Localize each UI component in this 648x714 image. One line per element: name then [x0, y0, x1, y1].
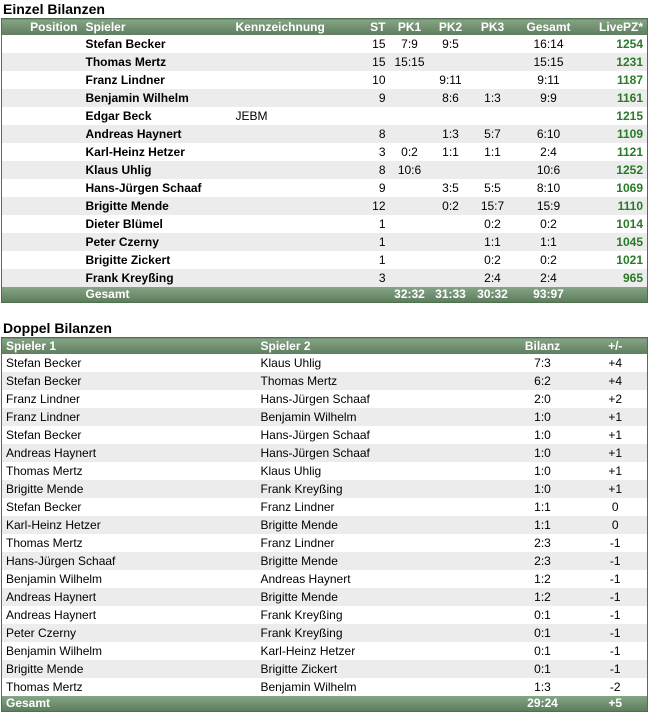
cell-pk2	[430, 107, 472, 125]
cell-spieler1[interactable]: Benjamin Wilhelm	[2, 570, 257, 588]
cell-spieler[interactable]: Stefan Becker	[82, 35, 232, 53]
cell-kennzeichnung	[232, 161, 352, 179]
cell-diff: +1	[584, 462, 648, 480]
einzel-total-row	[2, 287, 648, 303]
cell-livepz: 965	[584, 269, 648, 287]
cell-kennzeichnung	[232, 35, 352, 53]
doppel-row	[2, 606, 648, 624]
doppel-row	[2, 552, 648, 570]
doppel-total-diff: +5	[584, 696, 648, 712]
einzel-row	[2, 233, 648, 251]
cell-pk3: 1:1	[472, 233, 514, 251]
cell-position	[2, 125, 82, 143]
cell-st: 1	[352, 233, 390, 251]
cell-position	[2, 215, 82, 233]
cell-pk3: 0:2	[472, 251, 514, 269]
cell-spieler2[interactable]: Brigitte Mende	[257, 516, 502, 534]
cell-diff: -1	[584, 552, 648, 570]
einzel-header-row	[2, 19, 648, 36]
cell-spieler2[interactable]: Brigitte Mende	[257, 552, 502, 570]
cell-spieler[interactable]: Hans-Jürgen Schaaf	[82, 179, 232, 197]
cell-spieler1[interactable]: Thomas Mertz	[2, 462, 257, 480]
cell-st: 3	[352, 143, 390, 161]
cell-livepz: 1110	[584, 197, 648, 215]
cell-pk3	[472, 161, 514, 179]
doppel-row	[2, 588, 648, 606]
cell-pk1	[390, 269, 430, 287]
einzel-row	[2, 269, 648, 287]
cell-gesamt: 15:15	[514, 53, 584, 71]
cell-st: 3	[352, 269, 390, 287]
doppel-total-spacer	[257, 696, 502, 712]
cell-st: 15	[352, 35, 390, 53]
doppel-row	[2, 480, 648, 498]
cell-pk2: 1:3	[430, 125, 472, 143]
col-header-bilanz[interactable]: Bilanz	[502, 338, 584, 355]
doppel-row	[2, 462, 648, 480]
cell-st	[352, 107, 390, 125]
cell-bilanz: 1:1	[502, 516, 584, 534]
einzel-row	[2, 35, 648, 53]
total-position	[2, 287, 82, 303]
cell-diff: -1	[584, 570, 648, 588]
cell-livepz: 1231	[584, 53, 648, 71]
cell-spieler2[interactable]: Frank Kreyßing	[257, 624, 502, 642]
einzel-row	[2, 179, 648, 197]
doppel-row	[2, 570, 648, 588]
cell-kennzeichnung	[232, 125, 352, 143]
cell-position	[2, 197, 82, 215]
cell-bilanz: 1:0	[502, 408, 584, 426]
einzel-title: Einzel Bilanzen	[3, 1, 105, 17]
cell-position	[2, 251, 82, 269]
cell-spieler1[interactable]: Brigitte Mende	[2, 660, 257, 678]
einzel-row	[2, 215, 648, 233]
einzel-section	[0, 0, 648, 303]
cell-diff: +1	[584, 408, 648, 426]
cell-bilanz: 1:3	[502, 678, 584, 696]
cell-pk1	[390, 251, 430, 269]
cell-livepz: 1045	[584, 233, 648, 251]
cell-spieler[interactable]: Frank Kreyßing	[82, 269, 232, 287]
cell-bilanz: 1:2	[502, 588, 584, 606]
cell-position	[2, 35, 82, 53]
doppel-row	[2, 516, 648, 534]
cell-bilanz: 6:2	[502, 372, 584, 390]
doppel-row	[2, 426, 648, 444]
cell-spieler2[interactable]: Thomas Mertz	[257, 372, 502, 390]
cell-st: 1	[352, 215, 390, 233]
doppel-row	[2, 444, 648, 462]
cell-gesamt: 0:2	[514, 215, 584, 233]
cell-kennzeichnung	[232, 269, 352, 287]
doppel-section	[0, 319, 648, 712]
cell-pk2: 0:2	[430, 197, 472, 215]
total-gesamt: 93:97	[514, 287, 584, 303]
cell-pk2	[430, 233, 472, 251]
cell-livepz: 1121	[584, 143, 648, 161]
cell-pk2: 9:11	[430, 71, 472, 89]
cell-kennzeichnung	[232, 197, 352, 215]
cell-pk3: 2:4	[472, 269, 514, 287]
cell-diff: +1	[584, 426, 648, 444]
cell-spieler[interactable]: Andreas Haynert	[82, 125, 232, 143]
cell-pk1	[390, 107, 430, 125]
cell-pk2: 1:1	[430, 143, 472, 161]
total-pk2: 31:33	[430, 287, 472, 303]
cell-gesamt: 6:10	[514, 125, 584, 143]
total-kennzeichnung	[232, 287, 352, 303]
cell-livepz: 1254	[584, 35, 648, 53]
col-header-spieler[interactable]: Spieler	[82, 19, 232, 36]
col-header-diff[interactable]: +/-	[584, 338, 648, 355]
cell-position	[2, 107, 82, 125]
cell-kennzeichnung	[232, 143, 352, 161]
cell-bilanz: 1:0	[502, 426, 584, 444]
cell-st: 9	[352, 179, 390, 197]
cell-bilanz: 2:3	[502, 534, 584, 552]
total-pk3: 30:32	[472, 287, 514, 303]
cell-spieler1[interactable]: Stefan Becker	[2, 372, 257, 390]
cell-spieler1[interactable]: Andreas Haynert	[2, 606, 257, 624]
doppel-title: Doppel Bilanzen	[3, 320, 112, 336]
cell-pk2: 9:5	[430, 35, 472, 53]
cell-pk1	[390, 179, 430, 197]
cell-spieler2[interactable]: Frank Kreyßing	[257, 606, 502, 624]
doppel-total-bilanz: 29:24	[502, 696, 584, 712]
cell-position	[2, 269, 82, 287]
cell-bilanz: 0:1	[502, 606, 584, 624]
cell-spieler2[interactable]: Andreas Haynert	[257, 570, 502, 588]
einzel-row	[2, 89, 648, 107]
cell-diff: +4	[584, 354, 648, 372]
cell-kennzeichnung	[232, 233, 352, 251]
col-header-st[interactable]: ST	[352, 19, 390, 36]
cell-livepz: 1014	[584, 215, 648, 233]
cell-spieler2[interactable]: Hans-Jürgen Schaaf	[257, 390, 502, 408]
cell-gesamt: 0:2	[514, 251, 584, 269]
cell-st: 9	[352, 89, 390, 107]
cell-bilanz: 2:0	[502, 390, 584, 408]
cell-bilanz: 7:3	[502, 354, 584, 372]
cell-spieler[interactable]: Franz Lindner	[82, 71, 232, 89]
cell-spieler2[interactable]: Hans-Jürgen Schaaf	[257, 426, 502, 444]
cell-kennzeichnung	[232, 179, 352, 197]
cell-pk3: 15:7	[472, 197, 514, 215]
cell-st: 8	[352, 125, 390, 143]
cell-gesamt: 2:4	[514, 269, 584, 287]
cell-spieler2[interactable]: Benjamin Wilhelm	[257, 408, 502, 426]
cell-spieler2[interactable]: Brigitte Zickert	[257, 660, 502, 678]
cell-diff: 0	[584, 516, 648, 534]
cell-pk1	[390, 233, 430, 251]
cell-st: 8	[352, 161, 390, 179]
cell-spieler2[interactable]: Brigitte Mende	[257, 588, 502, 606]
cell-spieler2[interactable]: Hans-Jürgen Schaaf	[257, 444, 502, 462]
cell-pk3: 0:2	[472, 215, 514, 233]
cell-gesamt: 9:9	[514, 89, 584, 107]
cell-pk3: 5:5	[472, 179, 514, 197]
cell-spieler[interactable]: Peter Czerny	[82, 233, 232, 251]
cell-diff: +1	[584, 444, 648, 462]
cell-spieler1[interactable]: Stefan Becker	[2, 426, 257, 444]
cell-gesamt: 9:11	[514, 71, 584, 89]
cell-position	[2, 53, 82, 71]
cell-livepz: 1161	[584, 89, 648, 107]
cell-pk1	[390, 71, 430, 89]
doppel-body	[2, 354, 648, 696]
cell-pk2	[430, 53, 472, 71]
einzel-row	[2, 197, 648, 215]
cell-kennzeichnung	[232, 215, 352, 233]
cell-kennzeichnung	[232, 71, 352, 89]
cell-spieler[interactable]: Brigitte Mende	[82, 197, 232, 215]
col-header-spieler1[interactable]: Spieler 1	[2, 338, 257, 355]
cell-livepz: 1215	[584, 107, 648, 125]
cell-bilanz: 0:1	[502, 642, 584, 660]
col-header-spieler2[interactable]: Spieler 2	[257, 338, 502, 355]
cell-spieler2[interactable]: Karl-Heinz Hetzer	[257, 642, 502, 660]
cell-spieler2[interactable]: Frank Kreyßing	[257, 480, 502, 498]
col-header-kennzeichnung[interactable]: Kennzeichnung	[232, 19, 352, 36]
cell-pk3	[472, 53, 514, 71]
cell-pk3: 5:7	[472, 125, 514, 143]
cell-spieler[interactable]: Benjamin Wilhelm	[82, 89, 232, 107]
doppel-row	[2, 498, 648, 516]
cell-bilanz: 1:0	[502, 480, 584, 498]
cell-kennzeichnung	[232, 53, 352, 71]
doppel-row	[2, 390, 648, 408]
cell-spieler2[interactable]: Franz Lindner	[257, 534, 502, 552]
cell-pk1: 0:2	[390, 143, 430, 161]
cell-gesamt: 16:14	[514, 35, 584, 53]
cell-pk3: 1:1	[472, 143, 514, 161]
cell-spieler1[interactable]: Stefan Becker	[2, 498, 257, 516]
cell-spieler[interactable]: Brigitte Zickert	[82, 251, 232, 269]
col-header-position[interactable]: Position	[2, 19, 82, 36]
doppel-row	[2, 642, 648, 660]
cell-bilanz: 1:0	[502, 462, 584, 480]
cell-pk1	[390, 215, 430, 233]
cell-bilanz: 1:2	[502, 570, 584, 588]
cell-pk1	[390, 125, 430, 143]
cell-spieler2[interactable]: Benjamin Wilhelm	[257, 678, 502, 696]
einzel-row	[2, 53, 648, 71]
cell-spieler2[interactable]: Klaus Uhlig	[257, 462, 502, 480]
cell-spieler2[interactable]: Klaus Uhlig	[257, 354, 502, 372]
einzel-row	[2, 251, 648, 269]
doppel-row	[2, 408, 648, 426]
col-header-pk2[interactable]: PK2	[430, 19, 472, 36]
cell-gesamt: 15:9	[514, 197, 584, 215]
col-header-gesamt[interactable]: Gesamt	[514, 19, 584, 36]
cell-spieler1[interactable]: Stefan Becker	[2, 354, 257, 372]
cell-spieler[interactable]: Edgar Beck	[82, 107, 232, 125]
cell-pk1	[390, 89, 430, 107]
total-st	[352, 287, 390, 303]
total-livepz	[584, 287, 648, 303]
col-header-livepz[interactable]: LivePZ*	[584, 19, 648, 36]
doppel-header-row	[2, 338, 648, 355]
cell-pk1: 15:15	[390, 53, 430, 71]
cell-kennzeichnung	[232, 89, 352, 107]
cell-diff: -2	[584, 678, 648, 696]
cell-gesamt: 1:1	[514, 233, 584, 251]
cell-pk3: 1:3	[472, 89, 514, 107]
einzel-row	[2, 125, 648, 143]
cell-pk1	[390, 197, 430, 215]
cell-spieler1[interactable]: Andreas Haynert	[2, 588, 257, 606]
doppel-row	[2, 534, 648, 552]
cell-spieler[interactable]: Klaus Uhlig	[82, 161, 232, 179]
cell-spieler[interactable]: Dieter Blümel	[82, 215, 232, 233]
cell-pk3	[472, 107, 514, 125]
cell-pk2	[430, 269, 472, 287]
cell-spieler1[interactable]: Thomas Mertz	[2, 534, 257, 552]
doppel-table	[1, 337, 648, 712]
cell-pk1: 10:6	[390, 161, 430, 179]
cell-gesamt: 10:6	[514, 161, 584, 179]
cell-pk2	[430, 251, 472, 269]
cell-spieler[interactable]: Thomas Mertz	[82, 53, 232, 71]
total-label: Gesamt	[82, 287, 232, 303]
cell-gesamt: 8:10	[514, 179, 584, 197]
cell-spieler1[interactable]: Franz Lindner	[2, 390, 257, 408]
doppel-row	[2, 372, 648, 390]
cell-spieler1[interactable]: Karl-Heinz Hetzer	[2, 516, 257, 534]
col-header-pk1[interactable]: PK1	[390, 19, 430, 36]
cell-diff: +4	[584, 372, 648, 390]
cell-pk3	[472, 35, 514, 53]
cell-spieler1[interactable]: Brigitte Mende	[2, 480, 257, 498]
einzel-row	[2, 143, 648, 161]
cell-position	[2, 89, 82, 107]
cell-bilanz: 1:1	[502, 498, 584, 516]
cell-kennzeichnung: JEBM	[232, 107, 352, 125]
cell-diff: -1	[584, 606, 648, 624]
cell-spieler[interactable]: Karl-Heinz Hetzer	[82, 143, 232, 161]
cell-bilanz: 0:1	[502, 660, 584, 678]
cell-pk2: 3:5	[430, 179, 472, 197]
cell-gesamt: 2:4	[514, 143, 584, 161]
cell-position	[2, 233, 82, 251]
doppel-row	[2, 678, 648, 696]
cell-spieler2[interactable]: Franz Lindner	[257, 498, 502, 516]
cell-livepz: 1109	[584, 125, 648, 143]
cell-position	[2, 71, 82, 89]
cell-st: 12	[352, 197, 390, 215]
cell-pk2	[430, 215, 472, 233]
cell-diff: +1	[584, 480, 648, 498]
cell-bilanz: 2:3	[502, 552, 584, 570]
cell-spieler1[interactable]: Franz Lindner	[2, 408, 257, 426]
cell-st: 15	[352, 53, 390, 71]
cell-livepz: 1021	[584, 251, 648, 269]
doppel-total-row	[2, 696, 648, 712]
cell-spieler1[interactable]: Peter Czerny	[2, 624, 257, 642]
cell-position	[2, 161, 82, 179]
cell-diff: -1	[584, 642, 648, 660]
doppel-total-label: Gesamt	[2, 696, 257, 712]
cell-kennzeichnung	[232, 251, 352, 269]
cell-pk3	[472, 71, 514, 89]
einzel-row	[2, 161, 648, 179]
doppel-row	[2, 624, 648, 642]
cell-diff: -1	[584, 624, 648, 642]
cell-spieler1[interactable]: Benjamin Wilhelm	[2, 642, 257, 660]
cell-livepz: 1187	[584, 71, 648, 89]
cell-diff: -1	[584, 660, 648, 678]
einzel-row	[2, 107, 648, 125]
cell-position	[2, 179, 82, 197]
einzel-table	[1, 18, 648, 303]
cell-diff: -1	[584, 534, 648, 552]
total-pk1: 32:32	[390, 287, 430, 303]
cell-diff: -1	[584, 588, 648, 606]
cell-bilanz: 1:0	[502, 444, 584, 462]
cell-livepz: 1069	[584, 179, 648, 197]
cell-livepz: 1252	[584, 161, 648, 179]
cell-spieler1[interactable]: Andreas Haynert	[2, 444, 257, 462]
cell-st: 1	[352, 251, 390, 269]
cell-diff: 0	[584, 498, 648, 516]
cell-position	[2, 143, 82, 161]
cell-pk2: 8:6	[430, 89, 472, 107]
cell-spieler1[interactable]: Thomas Mertz	[2, 678, 257, 696]
cell-gesamt	[514, 107, 584, 125]
cell-pk1: 7:9	[390, 35, 430, 53]
doppel-row	[2, 660, 648, 678]
einzel-row	[2, 71, 648, 89]
cell-pk2	[430, 161, 472, 179]
cell-spieler1[interactable]: Hans-Jürgen Schaaf	[2, 552, 257, 570]
cell-bilanz: 0:1	[502, 624, 584, 642]
col-header-pk3[interactable]: PK3	[472, 19, 514, 36]
cell-st: 10	[352, 71, 390, 89]
doppel-row	[2, 354, 648, 372]
einzel-body	[2, 35, 648, 287]
cell-diff: +2	[584, 390, 648, 408]
